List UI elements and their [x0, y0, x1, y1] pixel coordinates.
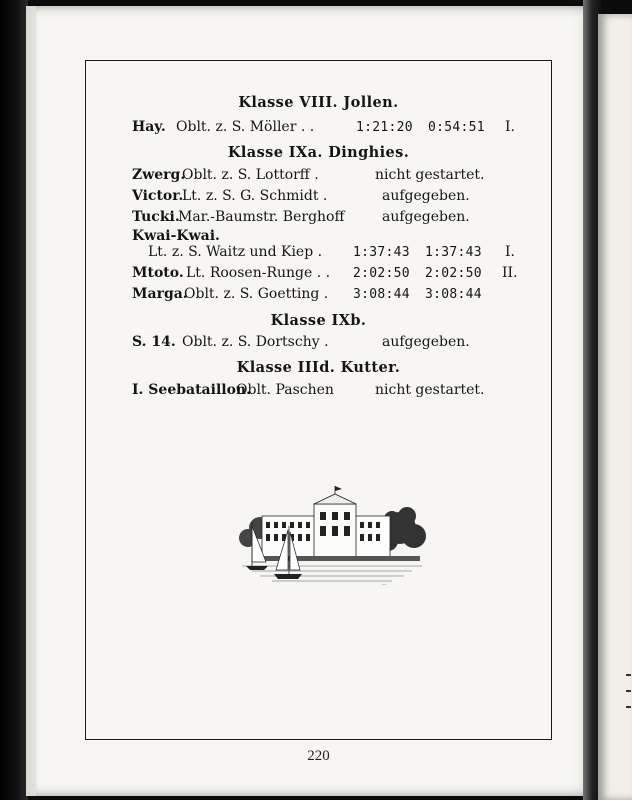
time-corrected: 2:02:50	[425, 266, 482, 281]
section-heading: Klasse IXb.	[270, 312, 367, 329]
boat-name: Zwerg.	[132, 167, 186, 183]
page-number: 220	[307, 748, 330, 764]
place: II.	[502, 265, 518, 281]
crew-name: Oblt. Paschen	[236, 382, 334, 398]
boat-name: I. Seebataillon.	[132, 382, 251, 398]
place: I.	[505, 119, 515, 135]
engraving-svg	[232, 486, 428, 590]
page-frame	[85, 60, 552, 740]
svg-text:~~: ~~	[382, 582, 387, 587]
next-page-marks	[626, 660, 632, 722]
status: aufgegeben.	[382, 209, 470, 225]
boat-name: Victor.	[132, 188, 184, 204]
crew-name: Lt. Roosen-Runge . .	[186, 265, 331, 281]
boat-name: Tucki.	[132, 209, 180, 225]
time-corrected: 3:08:44	[425, 287, 482, 302]
section-heading: Klasse IXa. Dinghies.	[227, 144, 410, 161]
time-sailed: 1:21:20	[356, 120, 413, 135]
building-with-sailboats-engraving	[232, 486, 428, 590]
page-edge	[26, 6, 36, 796]
crew-name: Oblt. z. S. Lottorff .	[182, 167, 319, 183]
book-binding-left	[0, 0, 28, 800]
section-heading: Klasse IIId. Kutter.	[236, 359, 401, 376]
crew-name: Lt. z. S. Waitz und Kiep .	[148, 244, 323, 260]
crew-name: Oblt. z. S. Möller . .	[176, 119, 315, 135]
status: aufgegeben.	[382, 188, 470, 204]
place: I.	[505, 244, 515, 260]
time-sailed: 3:08:44	[353, 287, 410, 302]
crew-name: Lt. z. S. G. Schmidt .	[182, 188, 328, 204]
status: nicht gestartet.	[375, 382, 485, 398]
crew-name: Mar.-Baumstr. Berghoff	[178, 209, 345, 225]
crew-name: Oblt. z. S. Goetting .	[184, 286, 329, 302]
boat-name: S. 14.	[132, 334, 176, 350]
time-sailed: 1:37:43	[353, 245, 410, 260]
boat-name: Mtoto.	[132, 265, 184, 281]
boat-name: Marga.	[132, 286, 188, 302]
boat-name: Kwai-Kwai.	[132, 228, 220, 244]
boat-name: Hay.	[132, 119, 166, 135]
status: nicht gestartet.	[375, 167, 485, 183]
section-heading: Klasse VIII. Jollen.	[238, 94, 399, 111]
status: aufgegeben.	[382, 334, 470, 350]
time-sailed: 2:02:50	[353, 266, 410, 281]
time-corrected: 0:54:51	[428, 120, 485, 135]
crew-name: Oblt. z. S. Dortschy .	[182, 334, 329, 350]
time-corrected: 1:37:43	[425, 245, 482, 260]
